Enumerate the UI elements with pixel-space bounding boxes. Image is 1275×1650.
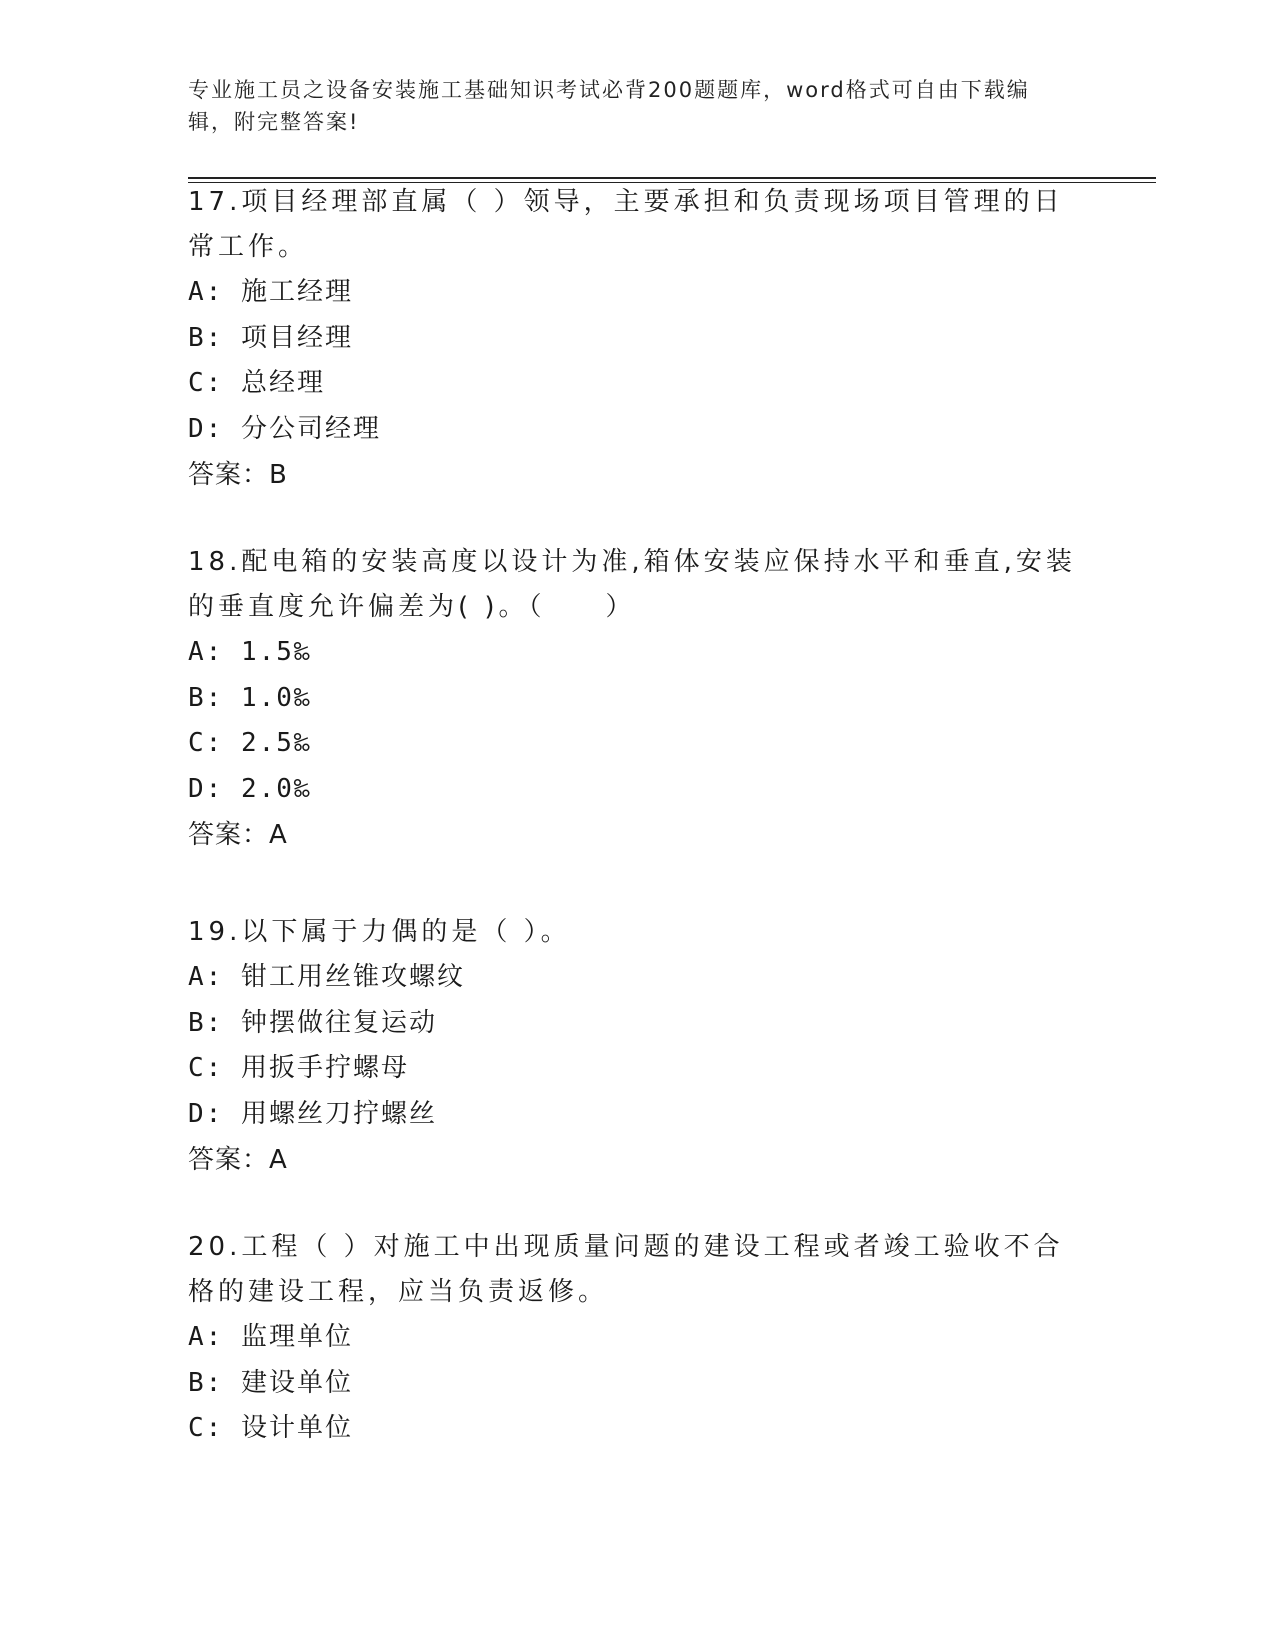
option-d: D: 2.0‰ xyxy=(188,773,312,804)
header-divider xyxy=(188,177,1156,179)
option-c: C: 2.5‰ xyxy=(188,728,312,758)
question-stem: 18.配电箱的安装高度以设计为准,箱体安装应保持水平和垂直,安装的垂直度允许偏差为( )。（ ） xyxy=(188,547,1076,622)
question-17 xyxy=(188,180,1088,498)
answer: 答案：A xyxy=(188,1145,288,1175)
option-c: C: 总经理 xyxy=(188,368,325,398)
option-d: D: 分公司经理 xyxy=(188,413,381,444)
option-a: A: 1.5‰ xyxy=(188,637,312,667)
question-stem: 19.以下属于力偶的是（ ）。 xyxy=(188,917,571,947)
question-20 xyxy=(188,1225,1088,1452)
question-18 xyxy=(188,540,1088,858)
answer: 答案：A xyxy=(188,820,288,850)
option-d: D: 用螺丝刀拧螺丝 xyxy=(188,1098,437,1129)
option-b: B: 建设单位 xyxy=(188,1367,353,1398)
option-b: B: 1.0‰ xyxy=(188,682,312,713)
question-stem: 20.工程（ ）对施工中出现质量问题的建设工程或者竣工验收不合格的建设工程，应当负责返修。 xyxy=(188,1232,1064,1307)
answer: 答案：B xyxy=(188,460,288,490)
question-19 xyxy=(188,910,1088,1183)
option-b: B: 钟摆做往复运动 xyxy=(188,1007,437,1038)
option-a: A: 监理单位 xyxy=(188,1322,353,1352)
option-c: C: 设计单位 xyxy=(188,1413,353,1443)
question-stem: 17.项目经理部直属（ ）领导，主要承担和负责现场项目管理的日常工作。 xyxy=(188,187,1064,262)
option-b: B: 项目经理 xyxy=(188,322,353,353)
option-a: A: 钳工用丝锥攻螺纹 xyxy=(188,962,465,992)
document-header: 专业施工员之设备安装施工基础知识考试必背200题题库，word格式可自由下载编辑，附完整答案! xyxy=(188,78,1030,134)
option-a: A: 施工经理 xyxy=(188,277,353,307)
option-c: C: 用扳手拧螺母 xyxy=(188,1053,409,1083)
